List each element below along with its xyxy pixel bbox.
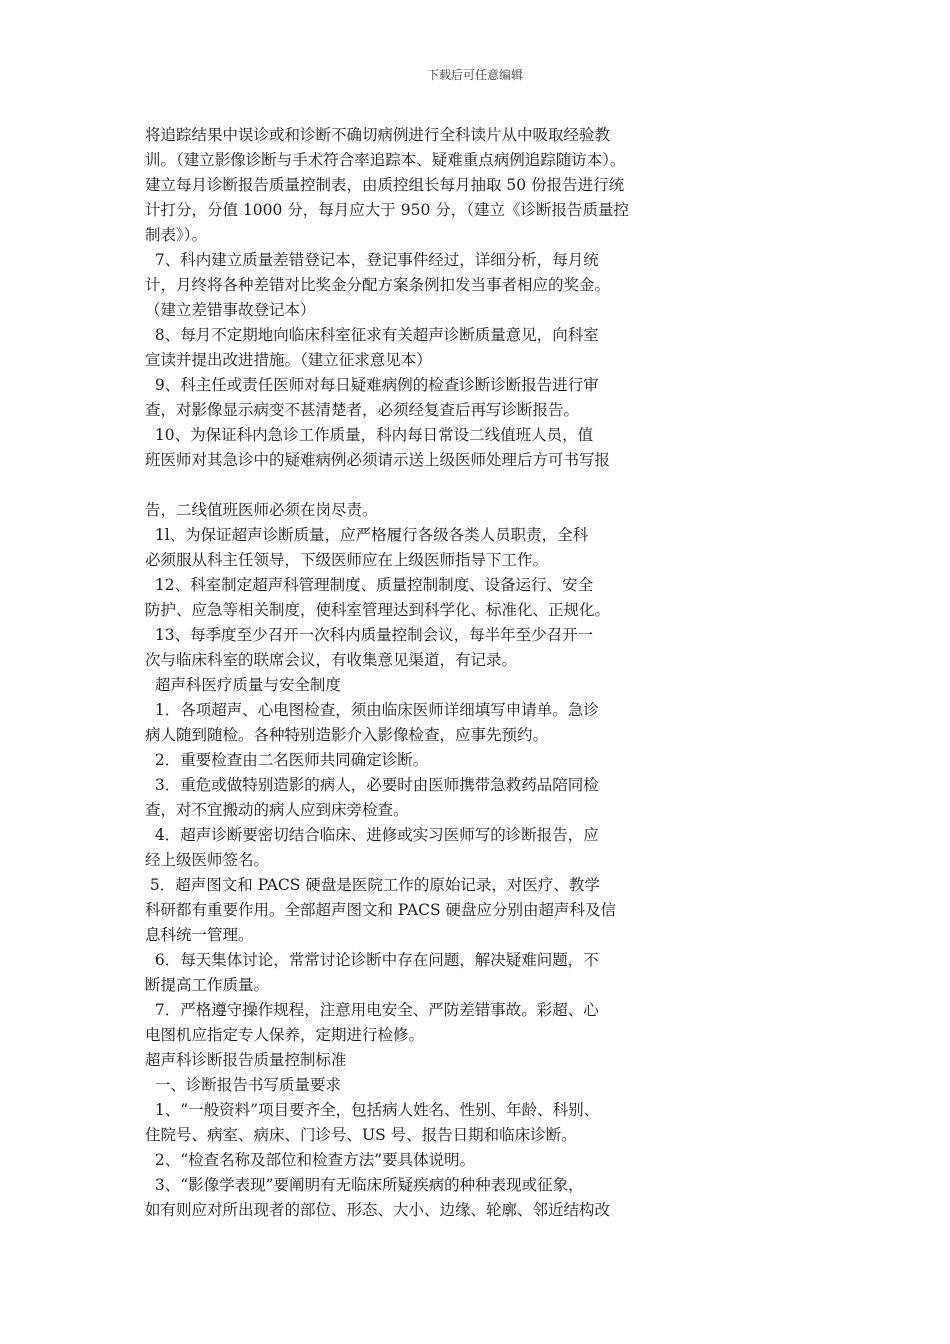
text-line: 3、“影像学表现”要阐明有无临床所疑疾病的种种表现或征象， — [145, 1176, 584, 1194]
text-line: 13、每季度至少召开一次科内质量控制会议，每半年至少召开一 — [145, 626, 594, 644]
text-line: 制表》）。 — [145, 226, 208, 244]
text-line: 电图机应指定专人保养，定期进行检修。 — [145, 1026, 425, 1044]
text-line: 计，月终将各种差错对比奖金分配方案条例扣发当事者相应的奖金。 — [145, 276, 611, 294]
text-line: 防护、应急等相关制度，使科室管理达到科学化、标准化、正规化。 — [145, 601, 611, 619]
text-line: 7、科内建立质量差错登记本，登记事件经过，详细分析，每月统 — [145, 251, 599, 269]
text-line: 3．重危或做特别造影的病人，必要时由医师携带急救药品陪同检 — [145, 776, 599, 794]
text-line: 5．超声图文和 PACS 硬盘是医院工作的原始记录，对医疗、教学 — [145, 876, 600, 894]
text-line: 超声科医疗质量与安全制度 — [145, 676, 341, 694]
text-line: 4．超声诊断要密切结合临床、进修或实习医师写的诊断报告，应 — [145, 826, 599, 844]
text-line: （建立差错事故登记本） — [145, 301, 316, 319]
text-block-1 — [145, 123, 685, 473]
text-line: 1．各项超声、心电图检查，须由临床医师详细填写申请单。急诊 — [145, 701, 599, 719]
document-body — [145, 123, 685, 1223]
text-line: 1、“一般资料”项目要齐全，包括病人姓名、性别、年龄、科别、 — [145, 1101, 600, 1119]
paragraph-gap — [145, 473, 685, 498]
text-line: 将追踪结果中误诊或和诊断不确切病例进行全科读片从中吸取经验教 — [145, 126, 611, 144]
text-line: 一、诊断报告书写质量要求 — [145, 1076, 341, 1094]
text-line: 12、科室制定超声科管理制度、质量控制制度、设备运行、安全 — [145, 576, 594, 594]
text-line: 6．每天集体讨论，常常讨论诊断中存在问题，解决疑难问题，不 — [145, 951, 599, 969]
text-line: 10、为保证科内急诊工作质量，科内每日常设二线值班人员，值 — [145, 426, 594, 444]
text-line: 班医师对其急诊中的疑难病例必须请示送上级医师处理后方可书写报 — [145, 451, 611, 469]
text-line: 2、“检查名称及部位和检查方法”要具体说明。 — [145, 1151, 476, 1169]
text-line: 训。（建立影像诊断与手术符合率追踪本、疑难重点病例追踪随访本）。 — [145, 151, 626, 169]
text-line: 科研都有重要作用。全部超声图文和 PACS 硬盘应分别由超声科及信 — [145, 901, 617, 919]
text-line: 建立每月诊断报告质量控制表，由质控组长每月抽取 50 份报告进行统 — [145, 176, 625, 194]
text-line: 1l、为保证超声诊断质量，应严格履行各级各类人员职责，全科 — [145, 526, 589, 544]
page-header: 下载后可任意编辑 — [426, 68, 523, 82]
text-line: 息科统一管理。 — [145, 926, 254, 944]
text-line: 查，对不宜搬动的病人应到床旁检查。 — [145, 801, 409, 819]
text-line: 住院号、病室、病床、门诊号、US 号、报告日期和临床诊断。 — [145, 1126, 577, 1144]
text-line: 9、科主任或责任医师对每日疑难病例的检查诊断诊断报告进行审 — [145, 376, 599, 394]
text-line: 如有则应对所出现者的部位、形态、大小、边缘、轮廓、邻近结构改 — [145, 1201, 611, 1219]
text-line: 病人随到随检。各种特别造影介入影像检查，应事先预约。 — [145, 726, 549, 744]
text-line: 8、每月不定期地向临床科室征求有关超声诊断质量意见，向科室 — [145, 326, 599, 344]
text-line: 次与临床科室的联席会议，有收集意见渠道，有记录。 — [145, 651, 518, 669]
text-line: 超声科诊断报告质量控制标准 — [145, 1051, 347, 1069]
text-line: 计打分，分值 1000 分，每月应大于 950 分，（建立《诊断报告质量控 — [145, 201, 629, 219]
text-line: 2．重要检查由二名医师共同确定诊断。 — [145, 751, 429, 769]
text-line: 断提高工作质量。 — [145, 976, 270, 994]
text-line: 必须服从科主任领导，下级医师应在上级医师指导下工作。 — [145, 551, 549, 569]
text-block-2 — [145, 498, 685, 1223]
text-line: 查，对影像显示病变不甚清楚者，必须经复查后再写诊断报告。 — [145, 401, 580, 419]
text-line: 宣读并提出改进措施。（建立征求意见本） — [145, 351, 432, 369]
text-line: 7．严格遵守操作规程，注意用电安全、严防差错事故。彩超、心 — [145, 1001, 599, 1019]
text-line: 经上级医师签名。 — [145, 851, 270, 869]
text-line: 告，二线值班医师必须在岗尽责。 — [145, 501, 378, 519]
